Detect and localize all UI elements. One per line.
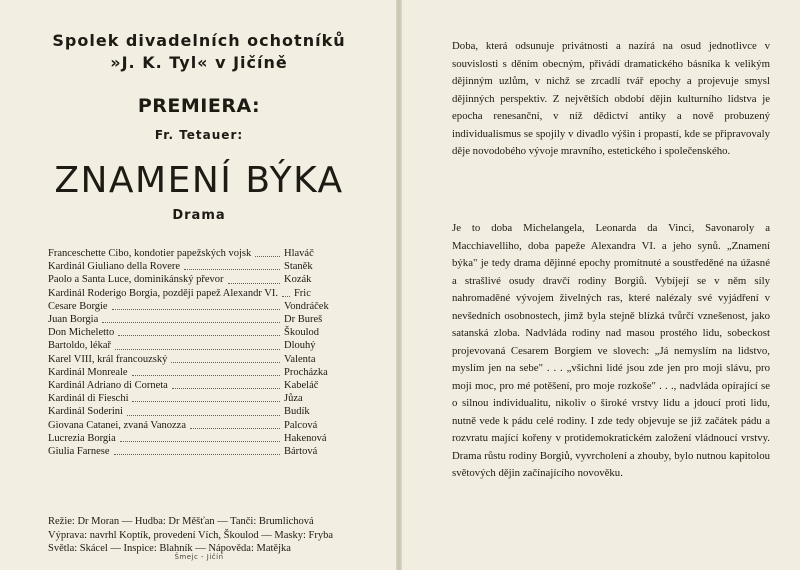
society-line-1: Spolek divadelních ochotníků [52,31,346,50]
leader-dots [255,247,280,257]
cast-actor: Škoulod [284,327,320,339]
cast-role: Karel VIII, král francouzský [48,353,168,365]
cast-actor: Staněk [284,261,313,273]
premiere-heading: PREMIERA: [137,95,261,117]
cast-actor: Jůza [284,393,303,405]
cast-role: Kardinál Monreale [48,366,128,378]
cast-actor: Kabeláč [284,380,319,392]
cast-role: Kardinál Giuliano della Rovere [48,261,181,273]
leader-dots [120,432,280,442]
cast-role: Kardinál Adriano di Corneta [48,380,168,392]
cast-actor: Hakenová [284,432,327,444]
leader-dots [190,419,280,429]
leader-dots [127,405,280,415]
cast-role: Cesare Borgie [48,300,108,312]
cast-row [48,287,348,300]
society-name [0,30,398,74]
cast-row [48,392,348,405]
cast-actor: Valenta [284,353,316,365]
credits-line-2: Výprava: navrhl Koptík, provedení Vích, Škoulod — Masky: Fryba [48,529,334,541]
cast-row [48,247,348,260]
cast-role: Paolo a Santa Luce, dominikánský převor [48,274,224,286]
cast-role: Juan Borgia [48,314,99,326]
leader-dots [132,392,280,402]
leader-dots [102,313,280,323]
page-fold [396,0,402,570]
society-line-2: »J. K. Tyl« v Jičíně [110,53,288,72]
cast-role: Lucrezia Borgia [48,432,116,444]
author-name: Fr. Tetauer: [154,128,244,142]
essay-paragraph-2: Je to doba Michelangela, Leonarda da Vinci, Savonaroly a Macchiavelliho, doba papeže Alexandra VI. a jeho synů. „Znamení býka" je tedy drama dějinné epochy promítnuté a soustředěné na úžasné a strašlivé osudy dravčí rodiny Borgiů. Vybíjejí se v něm síly nahromaděné vývojem živelných ras, které nalézaly své vyjádření v nevšedních osobnostech, jimž byla stejně blízká tvůrčí vznešenost, jako satanská zloba. Nadvláda rodiny nad masou prostého lidu, sobeckost projevovaná Cesarem Borgiem ve slovech: „Já nemyslím na lidstvo, myslím jen na sebe" . . . „všichni lidé jsou zde jen pro moji slávu, pro moji moc, pro mé potěšení, pro moje rozkoše" . . ., nadvláda opírající se o silnou individualitu, nikoliv o široké vrstvy lidu a jdoucí proti lidu, nutně vede k pádu celé rodiny. I zde tedy objevuje se již začátek pádu a rozvratu mající kořeny v protidemokratickém založení vládnoucí vrstvy. Drama růstu rodiny Borgiů, vyvrcholení a zhouby, bylo nutnou kapitolou světových dějin začínajícího novověku. [452,222,770,479]
cast-row [48,405,348,418]
leader-dots [132,366,280,376]
cast-row [48,313,348,326]
cast-actor: Palcová [284,419,318,431]
credits-line-3: Světla: Skácel — Inspice: Blahník — Nápověda: Matějka [48,543,291,554]
cast-actor: Dlouhý [284,340,316,352]
essay-paragraph-1: Doba, která odsunuje privátnosti a nazírá na osud jednotlivce v souvislosti s děním obecným, přivádí dramatického básníka k velikým dějinným uzlům, v nichž se zrcadlí tvář epochy a projevuje smysl dějinných perspektiv. Z největších období dějin kulturního lidstva je epocha renesanční, v níž dědictví antiky a nově probuzený individualismus se spojily v divadlo výšin i propastí, kde se připravovaly děje novodobého vývoje mravního, estetického i společenského. [452,40,770,157]
leader-dots [184,260,280,270]
play-title: ZNAMENÍ BÝKA [54,160,344,201]
cast-list [48,247,348,458]
cast-row [48,300,348,313]
leader-dots [228,273,280,283]
cast-row [48,419,348,432]
cast-actor: Bártová [284,446,318,458]
cast-role: Kardinál Soderini [48,406,123,418]
cast-row [48,366,348,379]
credits-line-1: Režie: Dr Moran — Hudba: Dr Měšťan — Tanči: Brumlichová [48,516,314,527]
cast-actor: Dr Bureš [284,314,323,326]
leader-dots [118,326,280,336]
printer-imprint: Šmejc - Jičín [174,553,224,561]
cast-row [48,273,348,286]
cast-actor: Budík [284,406,310,418]
leader-dots [171,353,280,363]
leader-dots [172,379,280,389]
cast-role: Giovana Catanei, zvaná Vanozza [48,419,186,431]
cast-role: Kardinál Roderigo Borgia, později papež Alexandr VI. [48,287,278,299]
cast-actor: Fric [293,287,311,299]
cast-row [48,379,348,392]
cast-role: Franceschette Cibo, kondotier papežských vojsk [48,248,252,259]
cast-actor: Procházka [284,366,328,378]
leader-dots [115,339,280,349]
cast-row [48,445,348,458]
cast-row [48,339,348,352]
cast-row [48,432,348,445]
cast-actor: Kozák [284,274,312,286]
cast-role: Bartoldo, lékař [48,340,111,352]
leader-dots [114,445,280,455]
cast-actor: Vondráček [284,300,329,312]
leader-dots [112,300,280,310]
cast-row [48,353,348,366]
cast-actor: Hlaváč [284,248,314,259]
cast-row [48,326,348,339]
cast-role: Kardinál di Fieschi [48,393,129,405]
cast-role: Giulia Farnese [48,446,110,458]
play-genre: Drama [172,208,226,223]
cast-role: Don Micheletto [48,327,115,339]
leader-dots [282,287,290,297]
cast-row [48,260,348,273]
production-credits [48,515,358,556]
